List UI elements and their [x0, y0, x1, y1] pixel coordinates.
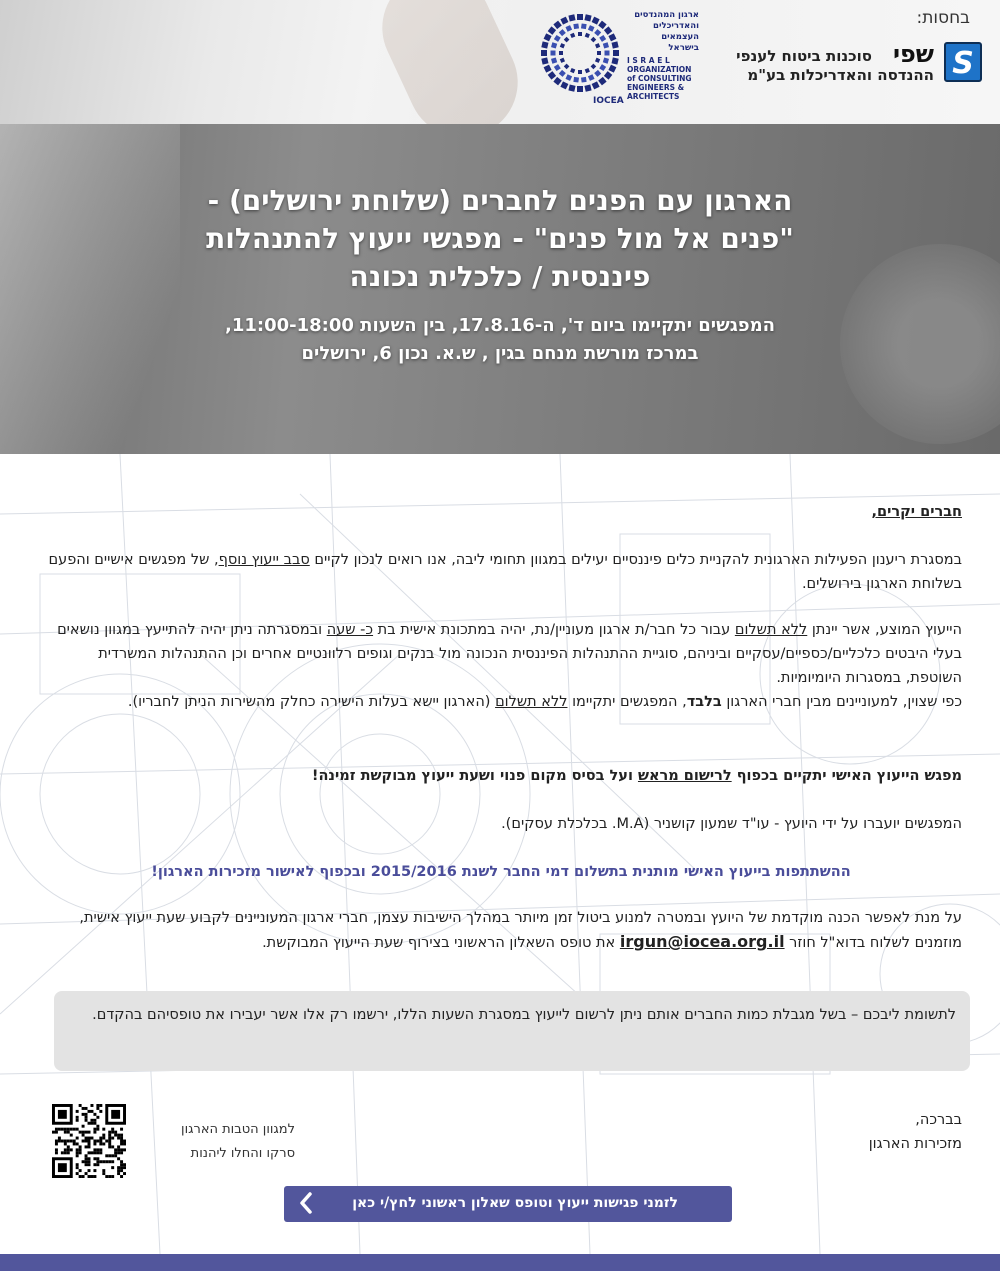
- iocea-ring-segment: [559, 70, 566, 77]
- iocea-ring-segment: [577, 14, 583, 20]
- iocea-ring-segment: [599, 64, 606, 71]
- iocea-ring-segment: [613, 50, 619, 56]
- email-link[interactable]: irgun@iocea.org.il: [619, 932, 785, 951]
- paragraph-intro: [40, 548, 962, 596]
- iocea-ring-segment: [591, 37, 597, 43]
- iocea-heb-line: ארגון המהנדסים: [634, 10, 699, 20]
- banner-photo-cup: [840, 244, 1000, 444]
- iocea-ring-segment: [597, 51, 601, 55]
- iocea-english-name: [627, 56, 705, 101]
- underlined-text: ללא תשלום: [495, 694, 568, 710]
- text-span: מפגש הייעוץ האישי יתקיים בכפוף: [731, 768, 962, 784]
- iocea-ring-logo: [535, 8, 625, 98]
- iocea-eng-line: ENGINEERS & ARCHITECTS: [627, 83, 685, 101]
- iocea-ring-segment: [591, 64, 597, 70]
- signoff-line: מזכירות הארגון: [868, 1136, 962, 1152]
- iocea-ring-segment: [581, 77, 587, 83]
- paragraph-contact: [40, 906, 962, 955]
- schedule-cta-button[interactable]: [284, 1186, 732, 1222]
- iocea-ring-segment: [585, 33, 590, 38]
- iocea-ring-segment: [573, 77, 579, 83]
- text-span: , המפגשים יתקיימו: [567, 694, 687, 710]
- iocea-hebrew-name: [627, 10, 699, 54]
- iocea-logo: [535, 8, 705, 108]
- header: [0, 0, 1000, 124]
- hero-banner: [0, 124, 1000, 454]
- banner-subtitle: [150, 312, 850, 368]
- banner-title-line: הארגון עם הפנים לחברים (שלוחת ירושלים) -: [207, 184, 793, 217]
- underlined-text: סבב ייעוץ נוסף: [218, 552, 310, 568]
- iocea-heb-line: והאדריכלים: [653, 21, 699, 31]
- notice-box: [54, 991, 970, 1071]
- banner-sub-line: המפגשים יתקיימו ביום ד', ה-17.8.16, בין השעות 11:00-18:00,: [224, 315, 776, 336]
- iocea-ring-segment: [604, 71, 612, 79]
- iocea-ring-segment: [560, 43, 565, 48]
- signoff-line: בברכה,: [915, 1112, 962, 1128]
- iocea-ring-segment: [595, 58, 600, 63]
- shefi-logo: [712, 42, 982, 90]
- underlined-text: לרישום מראש: [637, 768, 732, 784]
- iocea-ring-segment: [612, 41, 619, 48]
- qr-caption-line: למגוון הטבות הארגון: [181, 1122, 295, 1137]
- iocea-ring-segment: [594, 70, 601, 77]
- qr-caption: [160, 1118, 295, 1166]
- iocea-ring-segment: [578, 70, 582, 74]
- iocea-ring-segment: [553, 21, 561, 29]
- banner-title-line: פיננסית / כלכלית נכונה: [349, 260, 651, 293]
- iocea-ring-segment: [541, 41, 548, 48]
- iocea-ring-segment: [605, 51, 610, 56]
- notice-text: לתשומת ליבכם – בשל מגבלת כמות החברים אותם ניתן לרשום לייעוץ במסגרת השעות הללו, ירשמו רק אלו אשר יעבירו את טופסיהם בהקדם.: [92, 1007, 956, 1023]
- iocea-ring-segment: [548, 71, 556, 79]
- text-span: (הארגון יישא בעלות הישירה כחלק מהשירות הניתן לחבריו).: [127, 694, 496, 710]
- text-span: כפי שצוין, למעוניינים מבין חברי הארגון: [721, 694, 962, 710]
- iocea-ring-segment: [603, 57, 609, 63]
- iocea-ring-segment: [603, 42, 609, 48]
- iocea-ring-segment: [568, 14, 575, 21]
- shefi-s-logo-icon: S: [944, 42, 982, 82]
- iocea-ring-segment: [608, 65, 616, 73]
- iocea-ring-segment: [554, 64, 561, 71]
- iocea-eng-line: ORGANIZATION: [627, 65, 692, 74]
- iocea-ring-segment: [564, 37, 570, 43]
- iocea-ring-segment: [592, 17, 600, 25]
- greeting: חברים יקרים,: [871, 504, 962, 520]
- shefi-name: שפי: [892, 40, 934, 68]
- iocea-ring-segment: [568, 85, 575, 92]
- iocea-heb-line: העצמאים: [661, 32, 699, 42]
- iocea-ring-segment: [578, 32, 582, 36]
- iocea-ring-segment: [541, 50, 547, 56]
- underlined-text: ללא תשלום: [734, 622, 808, 638]
- iocea-ring-segment: [599, 35, 606, 42]
- iocea-ring-segment: [551, 57, 557, 63]
- qr-caption-line: סרקו והחלו ליהנות: [190, 1146, 295, 1161]
- banner-title: [150, 182, 850, 296]
- iocea-heb-line: בישראל: [668, 43, 699, 53]
- text-span: על מנת לאפשר הכנה מוקדמת של היועץ ובמטרה למנוע ביטול זמן מיותר במהלך הישיבות עצמן, חברי ארגון המעוניינים לקבוע שעת ייעוץ אישית, מוזמנים לשלוח בדוא"ל חוזר: [79, 910, 962, 951]
- iocea-ring-segment: [570, 33, 575, 38]
- text-span: במסגרת ריענון הפעילות הארגונית להקניית כלים פיננסיים יעילים במגוון תחומי ליבה, אנו רואים לנכון לקיים: [309, 552, 962, 568]
- banner-title-line: "פנים אל מול פנים" - מפגשי ייעוץ להתנהלות: [206, 222, 794, 255]
- iocea-ring-segment: [544, 33, 552, 41]
- signoff: [869, 1108, 962, 1156]
- iocea-abbr: IOCEA: [593, 96, 624, 106]
- iocea-ring-segment: [598, 21, 606, 29]
- text-span: ועל בסיס מקום פנוי ושעת ייעוץ מבוקשת זמינה!: [311, 768, 638, 784]
- iocea-ring-segment: [612, 57, 619, 64]
- qr-code-icon[interactable]: [52, 1104, 126, 1178]
- sponsor-label: בחסות:: [916, 8, 970, 28]
- iocea-ring-segment: [595, 43, 600, 48]
- iocea-ring-segment: [608, 33, 616, 41]
- bold-text: בלבד: [686, 694, 722, 710]
- iocea-ring-segment: [544, 65, 552, 73]
- iocea-ring-segment: [559, 51, 563, 55]
- iocea-ring-segment: [551, 51, 556, 56]
- iocea-ring-segment: [588, 25, 595, 32]
- iocea-ring-segment: [604, 26, 612, 34]
- iocea-ring-segment: [594, 29, 601, 36]
- iocea-ring-segment: [559, 29, 566, 36]
- banner-sub-line: במרכז מורשת מנחם בגין , ש.א. נכון 6, ירושלים: [301, 343, 699, 364]
- paragraph-condition: ההשתתפות בייעוץ האישי מותנית בתשלום דמי החבר לשנת 2015/2016 ובכפוף לאישור מזכירות הארגון!: [151, 864, 851, 880]
- text-span: הייעוץ המוצע, אשר יינתן: [807, 622, 962, 638]
- text-span: ובמסגרתה ניתן יהיה להתייעץ במגוון נושאים בעלי היבטים כלכליים/כספיים/עסקיים וביניהם, סוגיית ההתנהלות הפיננסית הנכונה מול בנקים וגופים רלוונטיים אחרים וכן ההתנהלות המשרדית השוטפת, במסגרות היומיומיות.: [57, 622, 962, 686]
- iocea-ring-segment: [560, 17, 568, 25]
- iocea-ring-segment: [553, 77, 561, 85]
- iocea-ring-segment: [565, 74, 572, 81]
- iocea-ring-segment: [570, 68, 575, 73]
- text-span: את טופס השאלון הראשוני בצירוף שעת הייעוץ המבוקשת.: [262, 935, 620, 951]
- iocea-ring-segment: [573, 23, 579, 29]
- iocea-ring-segment: [584, 85, 591, 92]
- iocea-ring-segment: [565, 25, 572, 32]
- iocea-eng-line: of CONSULTING: [627, 74, 692, 83]
- iocea-ring-segment: [577, 86, 583, 92]
- shefi-tagline-1: סוכנות ביטוח לענפי: [736, 47, 872, 65]
- text-span: עבור כל חבר/ת ארגון מעוניין/נת, יהיה במתכונת אישית בת: [373, 622, 735, 638]
- shefi-tagline-2: ההנדסה והאדריכלות בע"מ: [747, 66, 934, 84]
- paragraph-details: [40, 618, 962, 714]
- paragraph-consultant: המפגשים יועברו על ידי היועץ - עו"ד שמעון קושניר (M.A. בכלכלת עסקים).: [501, 816, 962, 832]
- iocea-ring-segment: [554, 35, 561, 42]
- iocea-ring-segment: [551, 42, 557, 48]
- iocea-ring-segment: [585, 68, 590, 73]
- iocea-ring-segment: [584, 14, 591, 21]
- iocea-ring-segment: [588, 74, 595, 81]
- underlined-text: כ- שעה: [326, 622, 374, 638]
- iocea-ring-segment: [592, 81, 600, 89]
- iocea-ring-segment: [548, 26, 556, 34]
- iocea-ring-segment: [581, 23, 587, 29]
- iocea-eng-line: I S R A E L: [627, 56, 670, 65]
- footer-bar: [0, 1254, 1000, 1271]
- cta-label: לזמני פגישות ייעוץ וטופס שאלון ראשוני לחץ/י כאן: [352, 1195, 678, 1211]
- chevron-left-icon: [298, 1191, 314, 1221]
- text-span: , של מפגשים אישיים והפעם בשלוחת הארגון בירושלים.: [48, 552, 962, 592]
- iocea-ring-segment: [598, 77, 606, 85]
- iocea-ring-segment: [564, 64, 570, 70]
- iocea-ring-segment: [560, 58, 565, 63]
- iocea-ring-segment: [560, 81, 568, 89]
- paragraph-registration: [40, 764, 962, 788]
- iocea-ring-segment: [541, 57, 548, 64]
